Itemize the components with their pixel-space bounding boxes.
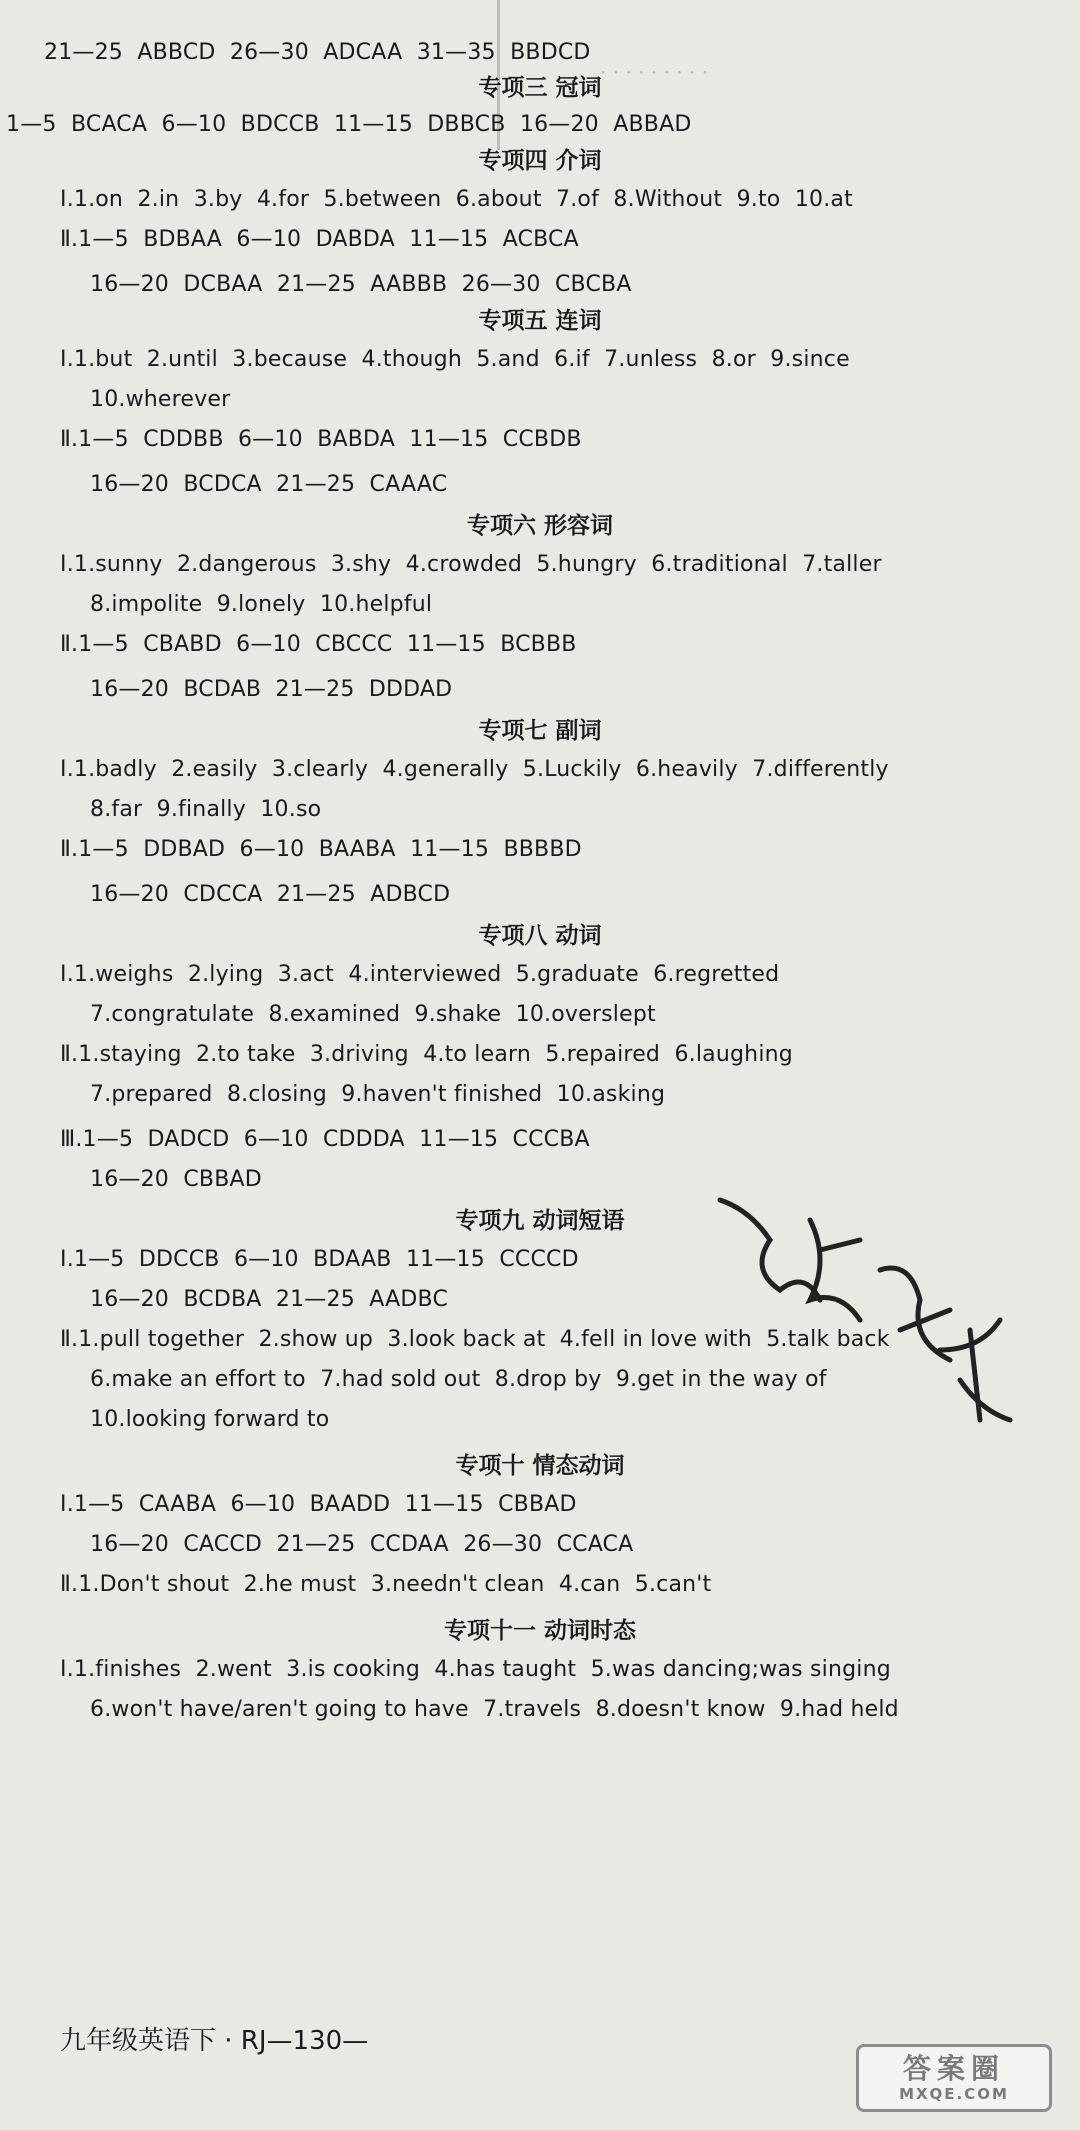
answer-line: Ⅱ.1.staying 2.to take 3.driving 4.to learn 5.repaired 6.laughing	[60, 1042, 793, 1067]
answer-line: Ⅰ.1.on 2.in 3.by 4.for 5.between 6.about 7.of 8.Without 9.to 10.at	[60, 187, 853, 212]
answer-line: 7.congratulate 8.examined 9.shake 10.overslept	[90, 1002, 656, 1027]
watermark-url: MXQE.COM	[899, 2085, 1009, 2103]
answer-line: 6.make an effort to 7.had sold out 8.drop by 9.get in the way of	[90, 1367, 827, 1392]
answer-line: 16—20 DCBAA 21—25 AABBB 26—30 CBCBA	[90, 272, 632, 297]
answer-line: 10.looking forward to	[90, 1407, 330, 1432]
answer-line: 8.impolite 9.lonely 10.helpful	[90, 592, 433, 617]
answer-line: 16—20 CBBAD	[90, 1167, 262, 1192]
answer-line: Ⅱ.1.Don't shout 2.he must 3.needn't clean 4.can 5.can't	[60, 1572, 712, 1597]
answer-line: Ⅱ.1—5 CDDBB 6—10 BABDA 11—15 CCBDB	[60, 427, 582, 452]
answer-line: 1—5 BCACA 6—10 BDCCB 11—15 DBBCB 16—20 ABBAD	[6, 112, 692, 137]
answer-line: Ⅱ.1—5 DDBAD 6—10 BAABA 11—15 BBBBD	[60, 837, 582, 862]
section-heading: 专项九 动词短语	[455, 1208, 625, 1234]
section-heading: 专项六 形容词	[466, 513, 613, 539]
answer-line: 16—20 BCDBA 21—25 AADBC	[90, 1287, 449, 1312]
watermark-title: 答案圈	[902, 2052, 1005, 2085]
answer-line: 6.won't have/aren't going to have 7.travels 8.doesn't know 9.had held	[90, 1697, 899, 1722]
answer-line: Ⅰ.1—5 CAABA 6—10 BAADD 11—15 CBBAD	[60, 1492, 577, 1517]
answer-line: Ⅰ.1.sunny 2.dangerous 3.shy 4.crowded 5.hungry 6.traditional 7.taller	[60, 552, 882, 577]
bleed-through-text: · · · · · · · · ·	[600, 60, 709, 84]
answer-line: 8.far 9.finally 10.so	[90, 797, 322, 822]
answer-line: 21—25 ABBCD 26—30 ADCAA 31—35 BBDCD	[44, 40, 591, 65]
section-heading: 专项十 情态动词	[455, 1453, 625, 1479]
section-heading: 专项五 连词	[478, 308, 602, 334]
answer-line: Ⅰ.1.finishes 2.went 3.is cooking 4.has taught 5.was dancing;was singing	[60, 1657, 891, 1682]
handwriting-scribble	[700, 1180, 1030, 1440]
section-heading: 专项七 副词	[478, 718, 602, 744]
section-heading: 专项八 动词	[478, 923, 602, 949]
answer-line: Ⅱ.1—5 BDBAA 6—10 DABDA 11—15 ACBCA	[60, 227, 579, 252]
section-heading: 专项三 冠词	[478, 75, 602, 101]
answer-line: Ⅲ.1—5 DADCD 6—10 CDDDA 11—15 CCCBA	[60, 1127, 590, 1152]
section-heading: 专项四 介词	[478, 148, 602, 174]
answer-line: Ⅰ.1.weighs 2.lying 3.act 4.interviewed 5.graduate 6.regretted	[60, 962, 780, 987]
answer-line: 10.wherever	[90, 387, 231, 412]
answer-line: 7.prepared 8.closing 9.haven't finished 10.asking	[90, 1082, 666, 1107]
answer-line: 16—20 CACCD 21—25 CCDAA 26—30 CCACA	[90, 1532, 634, 1557]
answer-line: Ⅰ.1—5 DDCCB 6—10 BDAAB 11—15 CCCCD	[60, 1247, 579, 1272]
answer-line: Ⅱ.1—5 CBABD 6—10 CBCCC 11—15 BCBBB	[60, 632, 577, 657]
answer-line: Ⅱ.1.pull together 2.show up 3.look back at 4.fell in love with 5.talk back	[60, 1327, 890, 1352]
page-footer: 九年级英语下 · RJ—130—	[60, 2026, 369, 2056]
answer-line: Ⅰ.1.but 2.until 3.because 4.though 5.and 6.if 7.unless 8.or 9.since	[60, 347, 850, 372]
answer-line: 16—20 BCDAB 21—25 DDDAD	[90, 677, 453, 702]
answer-line: 16—20 CDCCA 21—25 ADBCD	[90, 882, 451, 907]
watermark-logo	[856, 2044, 1052, 2112]
answer-line: 16—20 BCDCA 21—25 CAAAC	[90, 472, 448, 497]
answer-line: Ⅰ.1.badly 2.easily 3.clearly 4.generally 5.Luckily 6.heavily 7.differently	[60, 757, 889, 782]
section-heading: 专项十一 动词时态	[443, 1618, 636, 1644]
